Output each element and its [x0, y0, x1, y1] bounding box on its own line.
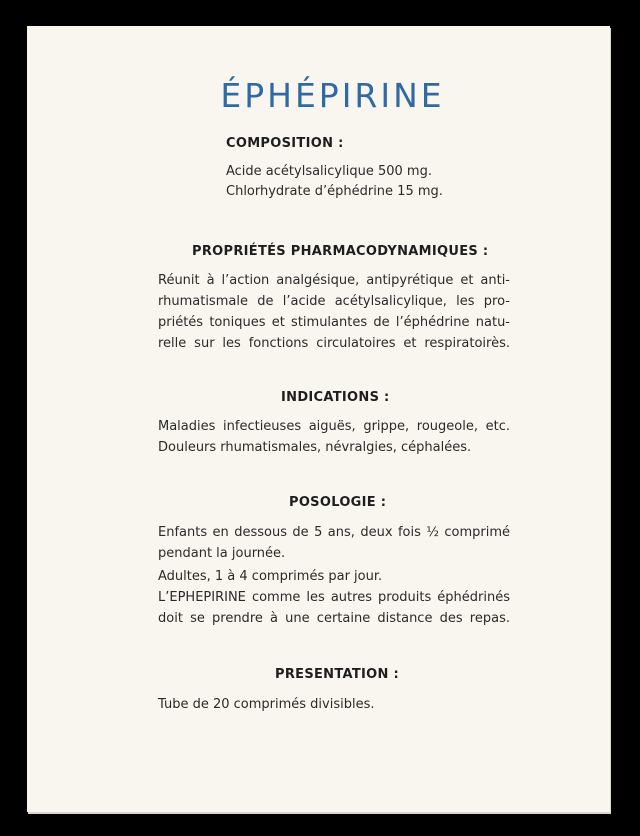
indications-line-1: Maladies infectieuses aiguës, grippe, rougeole, etc. — [158, 419, 510, 434]
posologie-line-1: Enfants en dessous de 5 ans, deux fois ½ comprimé — [158, 525, 510, 540]
composition-heading: COMPOSITION : — [226, 136, 344, 151]
presentation-heading: PRESENTATION : — [275, 667, 400, 682]
properties-line-1: Réunit à l’action analgésique, antipyrétique et anti- — [158, 273, 510, 288]
posologie-line-3: Adultes, 1 à 4 comprimés par jour. — [158, 569, 383, 584]
indications-line-2: Douleurs rhumatismales, névralgies, céphalées. — [158, 440, 472, 455]
composition-line-1: Acide acétylsalicylique 500 mg. — [226, 164, 432, 179]
presentation-line-1: Tube de 20 comprimés divisibles. — [158, 697, 375, 712]
properties-line-3: priétés toniques et stimulantes de l’éphédrine natu- — [158, 315, 510, 330]
document-title: ÉPHÉPIRINE — [220, 76, 445, 115]
posologie-line-5: doit se prendre à une certaine distance des repas. — [158, 611, 510, 626]
indications-heading: INDICATIONS : — [281, 390, 390, 405]
properties-heading: PROPRIÉTÉS PHARMACODYNAMIQUES : — [192, 244, 489, 259]
properties-line-4: relle sur les fonctions circulatoires et respiratoirès. — [158, 336, 510, 351]
posologie-line-2: pendant la journée. — [158, 546, 286, 561]
posologie-line-4: L’EPHEPIRINE comme les autres produits éphédrinés — [158, 590, 510, 605]
properties-line-2: rhumatismale de l’acide acétylsalicylique, les pro- — [158, 294, 510, 309]
composition-line-2: Chlorhydrate d’éphédrine 15 mg. — [226, 184, 443, 199]
posologie-heading: POSOLOGIE : — [289, 495, 387, 510]
